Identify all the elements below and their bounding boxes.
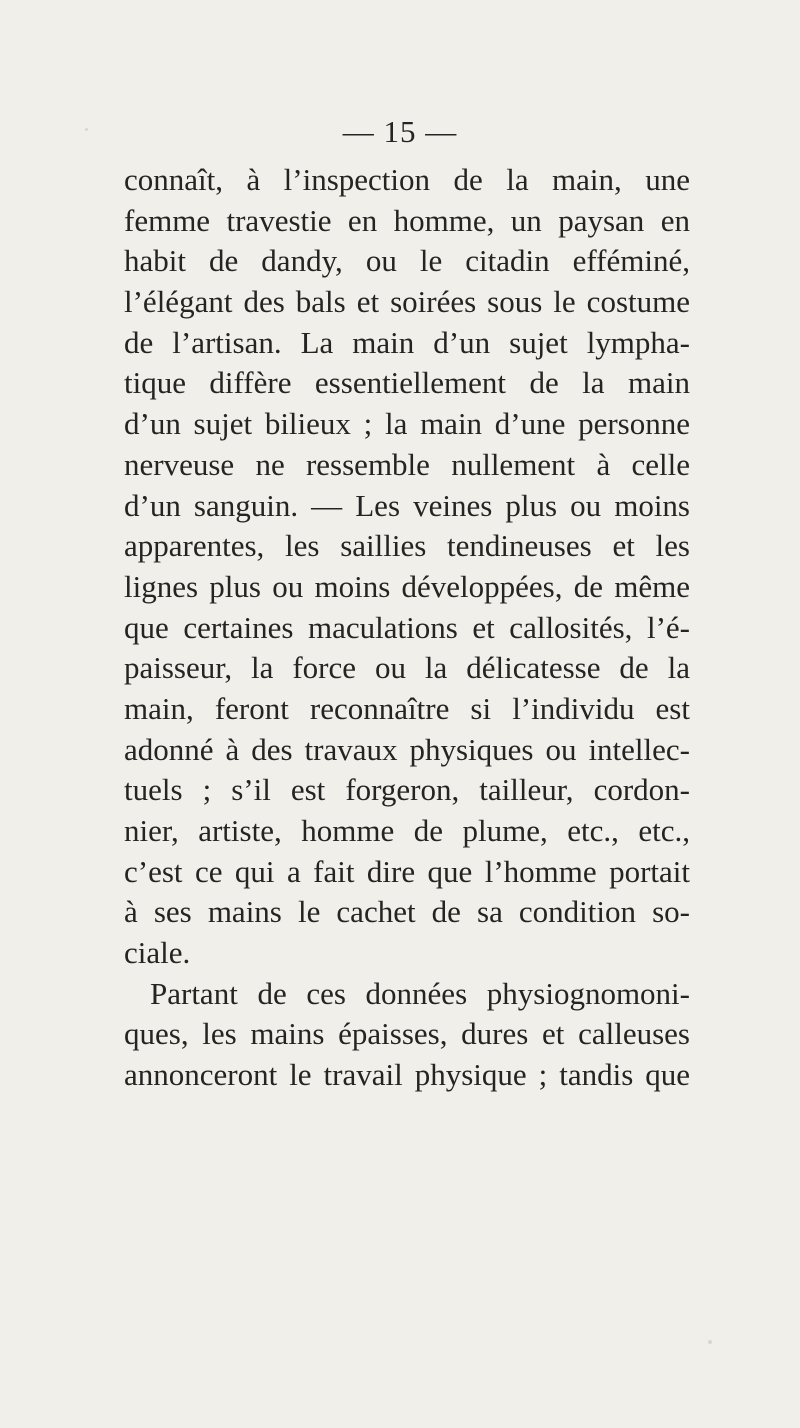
- text-line: tuels ; s’il est forgeron, tailleur, cordon-: [124, 772, 690, 808]
- text-line: nier, artiste, homme de plume, etc., etc.,: [124, 813, 690, 848]
- text-line: l’élégant des bals et soirées sous le costume: [124, 284, 690, 320]
- text-line: nerveuse ne ressemble nullement à celle: [124, 446, 690, 482]
- text-line: lignes plus ou moins développées, de même: [124, 568, 690, 604]
- text-line: d’un sanguin. — Les veines plus ou moins: [124, 487, 690, 523]
- text-line: d’un sujet bilieux ; la main d’une personne: [124, 406, 690, 442]
- text-line: connaît, à l’inspection de la main, une: [124, 162, 690, 197]
- text-line: ciale.: [124, 935, 191, 971]
- text-line: main, feront reconnaître si l’individu est: [124, 690, 690, 726]
- text-line: que certaines maculations et callosités, l’é-: [124, 609, 690, 645]
- paper-speck: [708, 1340, 712, 1344]
- text-line: apparentes, les saillies tendineuses et les: [124, 528, 690, 564]
- text-line: annonceront le travail physique ; tandis que: [124, 1057, 690, 1093]
- page-number-header: — 15 —: [342, 114, 458, 149]
- page-text: [124, 160, 690, 1096]
- text-line: adonné à des travaux physiques ou intellec-: [124, 731, 690, 767]
- text-line: de l’artisan. La main d’un sujet lympha-: [124, 324, 690, 360]
- text-line: femme travestie en homme, un paysan en: [124, 202, 690, 238]
- text-line: à ses mains le cachet de sa condition so-: [124, 894, 690, 930]
- text-line: c’est ce qui a fait dire que l’homme portait: [124, 853, 690, 889]
- text-line: paisseur, la force ou la délicatesse de la: [124, 650, 690, 686]
- text-line: habit de dandy, ou le citadin efféminé,: [124, 243, 690, 279]
- text-line: ques, les mains épaisses, dures et calleuses: [124, 1016, 690, 1052]
- text-line: Partant de ces données physiognomoni-: [150, 975, 690, 1011]
- text-line: tique diffère essentiellement de la main: [124, 365, 690, 401]
